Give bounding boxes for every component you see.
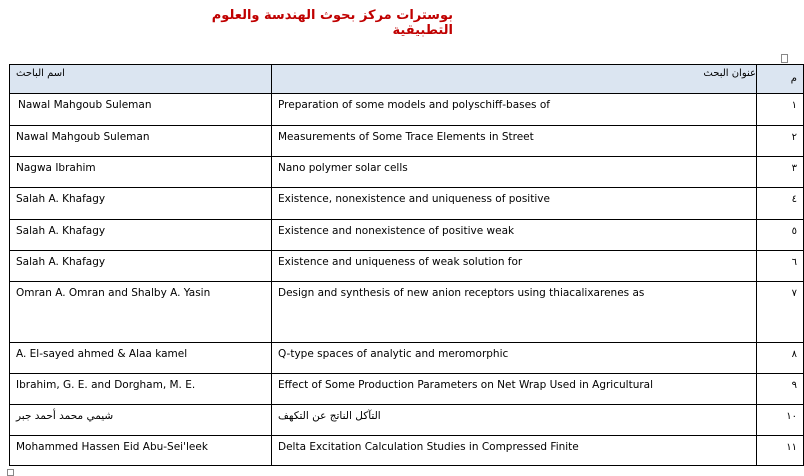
row-number: ١ bbox=[791, 100, 797, 111]
name-cell bbox=[10, 282, 272, 343]
researcher-name: Salah A. Khafagy bbox=[16, 256, 106, 268]
research-title: Measurements of Some Trace Elements in Street bbox=[278, 131, 534, 143]
title-cell bbox=[272, 282, 757, 343]
num-cell bbox=[757, 282, 804, 343]
research-title: Preparation of some models and polyschiff-bases of bbox=[278, 99, 550, 111]
row-number: ١٠ bbox=[786, 411, 797, 422]
num-cell bbox=[757, 220, 804, 251]
table-header-row bbox=[10, 65, 804, 94]
row-number: ١١ bbox=[786, 442, 797, 453]
title-cell bbox=[272, 374, 757, 405]
table-row bbox=[10, 94, 804, 126]
name-cell bbox=[10, 94, 272, 126]
header-num-cell bbox=[757, 65, 804, 94]
title-cell bbox=[272, 343, 757, 374]
table-row bbox=[10, 188, 804, 220]
research-title: Nano polymer solar cells bbox=[278, 162, 408, 174]
research-title: Q-type spaces of analytic and meromorphic bbox=[278, 348, 509, 360]
name-cell bbox=[10, 157, 272, 188]
row-number: ٢ bbox=[791, 132, 797, 143]
num-cell bbox=[757, 343, 804, 374]
researcher-name: Nawal Mahgoub Suleman bbox=[18, 99, 152, 111]
num-cell bbox=[757, 374, 804, 405]
header-title-label: عنوان البحث bbox=[703, 68, 756, 79]
table-row bbox=[10, 343, 804, 374]
researcher-name: Omran A. Omran and Shalby A. Yasin bbox=[16, 287, 211, 299]
row-number: ٣ bbox=[791, 163, 797, 174]
name-cell bbox=[10, 188, 272, 220]
researcher-name: Nagwa Ibrahim bbox=[16, 162, 96, 174]
table-row bbox=[10, 126, 804, 157]
title-cell bbox=[272, 157, 757, 188]
research-title: Existence and nonexistence of positive weak bbox=[278, 225, 515, 237]
table-row bbox=[10, 405, 804, 436]
header-name-cell bbox=[10, 65, 272, 94]
num-cell bbox=[757, 251, 804, 282]
num-cell bbox=[757, 157, 804, 188]
table-move-handle[interactable] bbox=[781, 54, 788, 63]
researcher-name: Salah A. Khafagy bbox=[16, 225, 106, 237]
paragraph-mark-icon bbox=[7, 469, 14, 476]
title-cell bbox=[272, 405, 757, 436]
num-cell bbox=[757, 94, 804, 126]
row-number: ٨ bbox=[791, 349, 797, 360]
research-title: Existence, nonexistence and uniqueness of positive bbox=[278, 193, 550, 205]
table-row bbox=[10, 374, 804, 405]
table-row bbox=[10, 251, 804, 282]
research-title: Effect of Some Production Parameters on Net Wrap Used in Agricultural bbox=[278, 379, 654, 391]
title-cell bbox=[272, 436, 757, 466]
table-row bbox=[10, 282, 804, 343]
research-title: Design and synthesis of new anion receptors using thiacalixarenes as bbox=[278, 287, 645, 299]
researcher-name: A. El-sayed ahmed & Alaa kamel bbox=[16, 348, 188, 360]
row-number: ٦ bbox=[791, 257, 797, 268]
table-row bbox=[10, 220, 804, 251]
row-number: ٥ bbox=[791, 226, 797, 237]
name-cell bbox=[10, 220, 272, 251]
research-title: Existence and uniqueness of weak solution for bbox=[278, 256, 523, 268]
table-row bbox=[10, 157, 804, 188]
research-title: Delta Excitation Calculation Studies in Compressed Finite bbox=[278, 441, 579, 453]
title-cell bbox=[272, 251, 757, 282]
row-number: ٩ bbox=[791, 380, 797, 391]
title-cell bbox=[272, 94, 757, 126]
title-cell bbox=[272, 220, 757, 251]
researcher-name: Salah A. Khafagy bbox=[16, 193, 106, 205]
title-cell bbox=[272, 188, 757, 220]
title-cell bbox=[272, 126, 757, 157]
researcher-name: شيمي محمد أحمد جبر bbox=[16, 410, 114, 422]
num-cell bbox=[757, 188, 804, 220]
researcher-name: Mohammed Hassen Eid Abu-Sei'leek bbox=[16, 441, 208, 453]
num-cell bbox=[757, 436, 804, 466]
header-title-cell bbox=[272, 65, 757, 94]
name-cell bbox=[10, 343, 272, 374]
header-name-label: اسم الباحث bbox=[16, 68, 65, 79]
name-cell bbox=[10, 436, 272, 466]
row-number: ٤ bbox=[791, 194, 797, 205]
research-title: التآكل الناتج عن التكهف bbox=[278, 410, 381, 422]
num-cell bbox=[757, 405, 804, 436]
page-title: بوسترات مركز بحوث الهندسة والعلوم التطبيقية bbox=[211, 8, 453, 38]
researcher-name: Ibrahim, G. E. and Dorgham, M. E. bbox=[16, 379, 196, 391]
posters-table bbox=[9, 64, 804, 466]
num-cell bbox=[757, 126, 804, 157]
name-cell bbox=[10, 126, 272, 157]
name-cell bbox=[10, 251, 272, 282]
researcher-name: Nawal Mahgoub Suleman bbox=[16, 131, 150, 143]
table-row bbox=[10, 436, 804, 466]
name-cell bbox=[10, 405, 272, 436]
header-num-label: م bbox=[790, 73, 797, 84]
name-cell bbox=[10, 374, 272, 405]
row-number: ٧ bbox=[791, 288, 797, 299]
